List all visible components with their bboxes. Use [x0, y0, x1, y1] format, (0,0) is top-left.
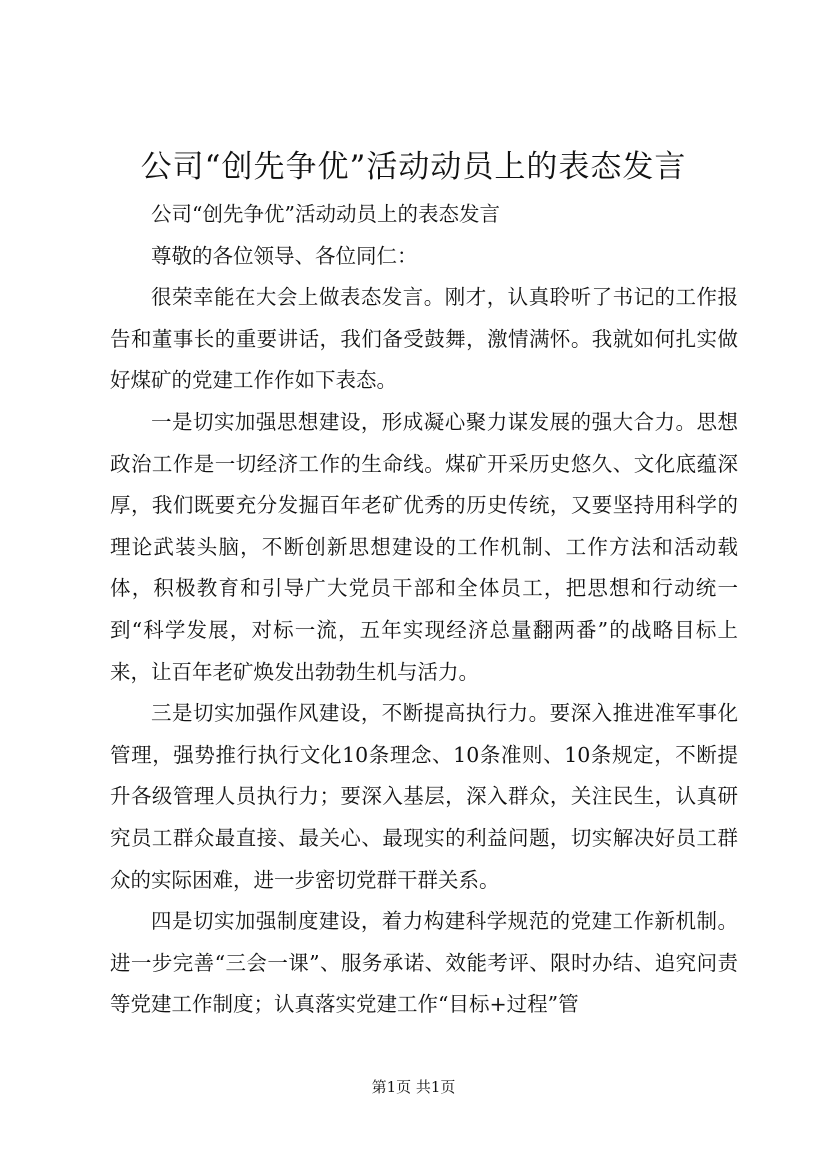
paragraph-intro: 很荣幸能在大会上做表态发言。刚才，认真聆听了书记的工作报告和董事长的重要讲话，我们备受鼓舞，激情满怀。我就如何扎实做好煤矿的党建工作作如下表态。: [110, 285, 738, 393]
paragraph-point-three: 三是切实加强作风建设，不断提高执行力。要深入推进准军事化管理，强势推行执行文化10条理念、10条准则、10条规定，不断提升各级管理人员执行力；要深入基层，深入群众，关注民生，认真研究员工群众最直接、最关心、最现实的利益问题，切实解决好员工群众的实际困难，进一步密切党群干群关系。: [110, 701, 738, 892]
paragraph-point-one: 一是切实加强思想建设，形成凝心聚力谋发展的强大合力。思想政治工作是一切经济工作的生命线。煤矿开采历史悠久、文化底蕴深厚，我们既要充分发掘百年老矿优秀的历史传统，又要坚持用科学的理论武装头脑，不断创新思想建设的工作机制、工作方法和活动载体，积极教育和引导广大党员干部和全体员工，把思想和行动统一到“科学发展，对标一流，五年实现经济总量翻两番”的战略目标上来，让百年老矿焕发出勃勃生机与活力。: [110, 409, 738, 684]
document-title: 公司“创先争优”活动动员上的表态发言: [140, 149, 687, 185]
document-body: [110, 194, 738, 1026]
paragraph-point-four: 四是切实加强制度建设，着力构建科学规范的党建工作新机制。进一步完善“三会一课”、服务承诺、效能考评、限时办结、追究问责等党建工作制度；认真落实党建工作“目标+过程”管: [110, 909, 738, 1017]
page-number-footer: 第1页 共1页: [371, 1078, 456, 1096]
paragraph-subtitle: 公司“创先争优”活动动员上的表态发言: [151, 202, 500, 226]
paragraph-salutation: 尊敬的各位领导、各位同仁：: [151, 243, 418, 268]
